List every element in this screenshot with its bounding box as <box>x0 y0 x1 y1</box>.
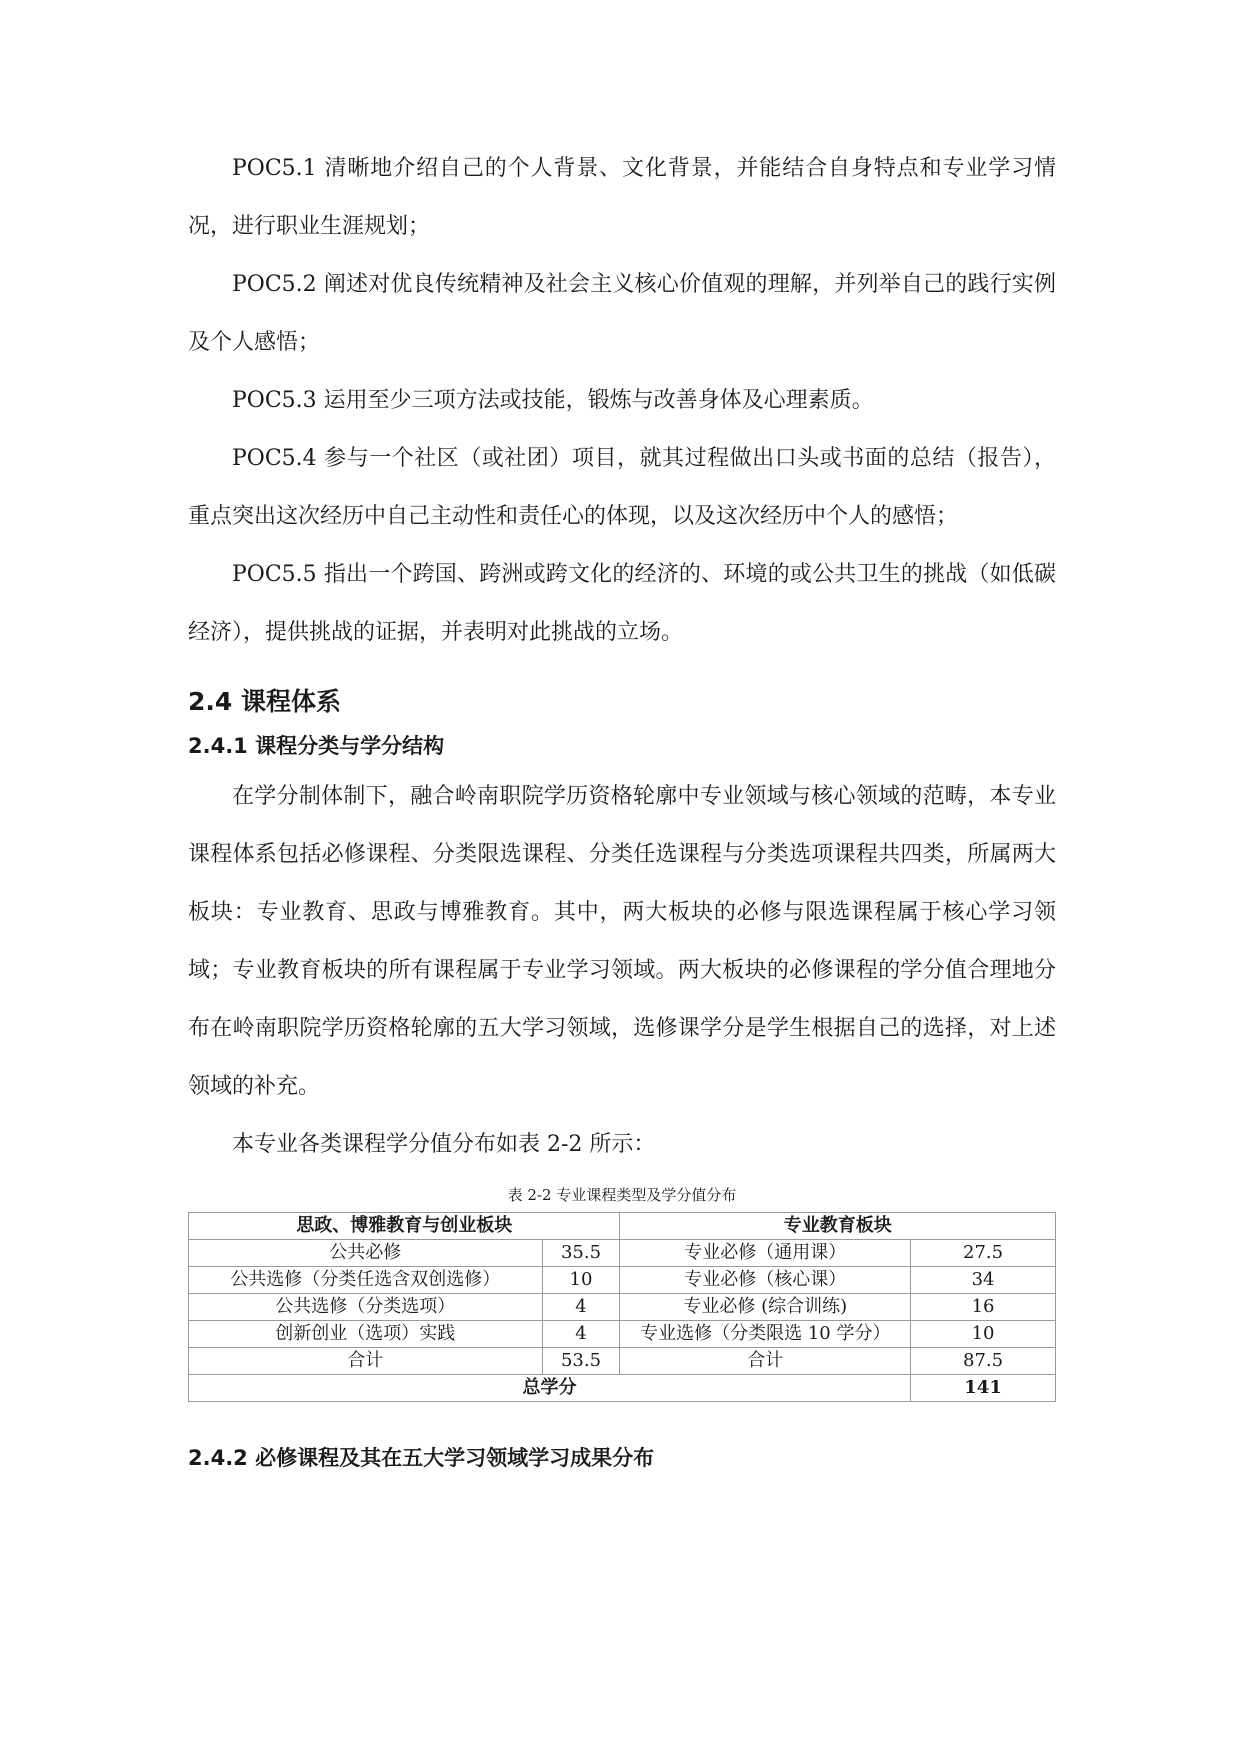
subsection-title-2-4-2: 2.4.2 必修课程及其在五大学习领域学习成果分布 <box>188 1446 655 1470</box>
right-credits: 27.5 <box>911 1240 1056 1267</box>
header-right: 专业教育板块 <box>620 1213 1056 1240</box>
document-page <box>188 140 1056 1480</box>
right-credits: 16 <box>911 1294 1056 1321</box>
left-subtotal-value: 53.5 <box>542 1348 620 1375</box>
poc-item-5-5: POC5.5 指出一个跨国、跨洲或跨文化的经济的、环境的或公共卫生的挑战（如低碳经济），提供挑战的证据，并表明对此挑战的立场。 <box>188 562 1056 645</box>
table-caption: 表 2-2 专业课程类型及学分值分布 <box>507 1186 737 1204</box>
table-row <box>189 1267 1056 1294</box>
subsection-title-2-4-1: 2.4.1 课程分类与学分结构 <box>188 734 445 758</box>
table-header-row <box>189 1213 1056 1240</box>
table-reference: 本专业各类课程学分值分布如表 2-2 所示： <box>232 1132 656 1157</box>
right-course-type: 专业必修（通用课） <box>620 1240 911 1267</box>
left-credits: 4 <box>542 1321 620 1348</box>
left-credits: 10 <box>542 1267 620 1294</box>
credit-distribution-table <box>188 1212 1056 1402</box>
left-course-type: 公共选修（分类任选含双创选修） <box>189 1267 543 1294</box>
table-row <box>189 1294 1056 1321</box>
left-credits: 4 <box>542 1294 620 1321</box>
right-course-type: 专业必修（核心课） <box>620 1267 911 1294</box>
left-credits: 35.5 <box>542 1240 620 1267</box>
left-course-type: 公共选修（分类选项） <box>189 1294 543 1321</box>
left-course-type: 创新创业（选项）实践 <box>189 1321 543 1348</box>
right-credits: 34 <box>911 1267 1056 1294</box>
section-title: 2.4 课程体系 <box>188 687 341 716</box>
total-credits-value: 141 <box>911 1375 1056 1402</box>
total-credits-label: 总学分 <box>189 1375 911 1402</box>
table-row <box>189 1240 1056 1267</box>
right-credits: 10 <box>911 1321 1056 1348</box>
table-row <box>189 1321 1056 1348</box>
table-total-row <box>189 1375 1056 1402</box>
right-course-type: 专业选修（分类限选 10 学分） <box>620 1321 911 1348</box>
header-left: 思政、博雅教育与创业板块 <box>189 1213 620 1240</box>
table-subtotal-row <box>189 1348 1056 1375</box>
right-course-type: 专业必修 (综合训练) <box>620 1294 911 1321</box>
left-subtotal-label: 合计 <box>189 1348 543 1375</box>
poc-item-5-2: POC5.2 阐述对优良传统精神及社会主义核心价值观的理解，并列举自己的践行实例及个人感悟； <box>188 272 1056 355</box>
intro-paragraph: 在学分制体制下，融合岭南职院学历资格轮廓中专业领域与核心领域的范畴，本专业课程体系包括必修课程、分类限选课程、分类任选课程与分类选项课程共四类，所属两大板块：专业教育、思政与博雅教育。其中，两大板块的必修与限选课程属于核心学习领域；专业教育板块的所有课程属于专业学习领域。两大板块的必修课程的学分值合理地分布在岭南职院学历资格轮廓的五大学习领域，选修课学分是学生根据自己的选择，对上述领域的补充。 <box>188 784 1056 1099</box>
poc-item-5-4: POC5.4 参与一个社区（或社团）项目，就其过程做出口头或书面的总结（报告），重点突出这次经历中自己主动性和责任心的体现，以及这次经历中个人的感悟； <box>188 446 1056 529</box>
poc-item-5-3: POC5.3 运用至少三项方法或技能，锻炼与改善身体及心理素质。 <box>232 388 874 413</box>
poc-item-5-1: POC5.1 清晰地介绍自己的个人背景、文化背景，并能结合自身特点和专业学习情况，进行职业生涯规划； <box>188 156 1056 239</box>
right-subtotal-label: 合计 <box>620 1348 911 1375</box>
right-subtotal-value: 87.5 <box>911 1348 1056 1375</box>
left-course-type: 公共必修 <box>189 1240 543 1267</box>
